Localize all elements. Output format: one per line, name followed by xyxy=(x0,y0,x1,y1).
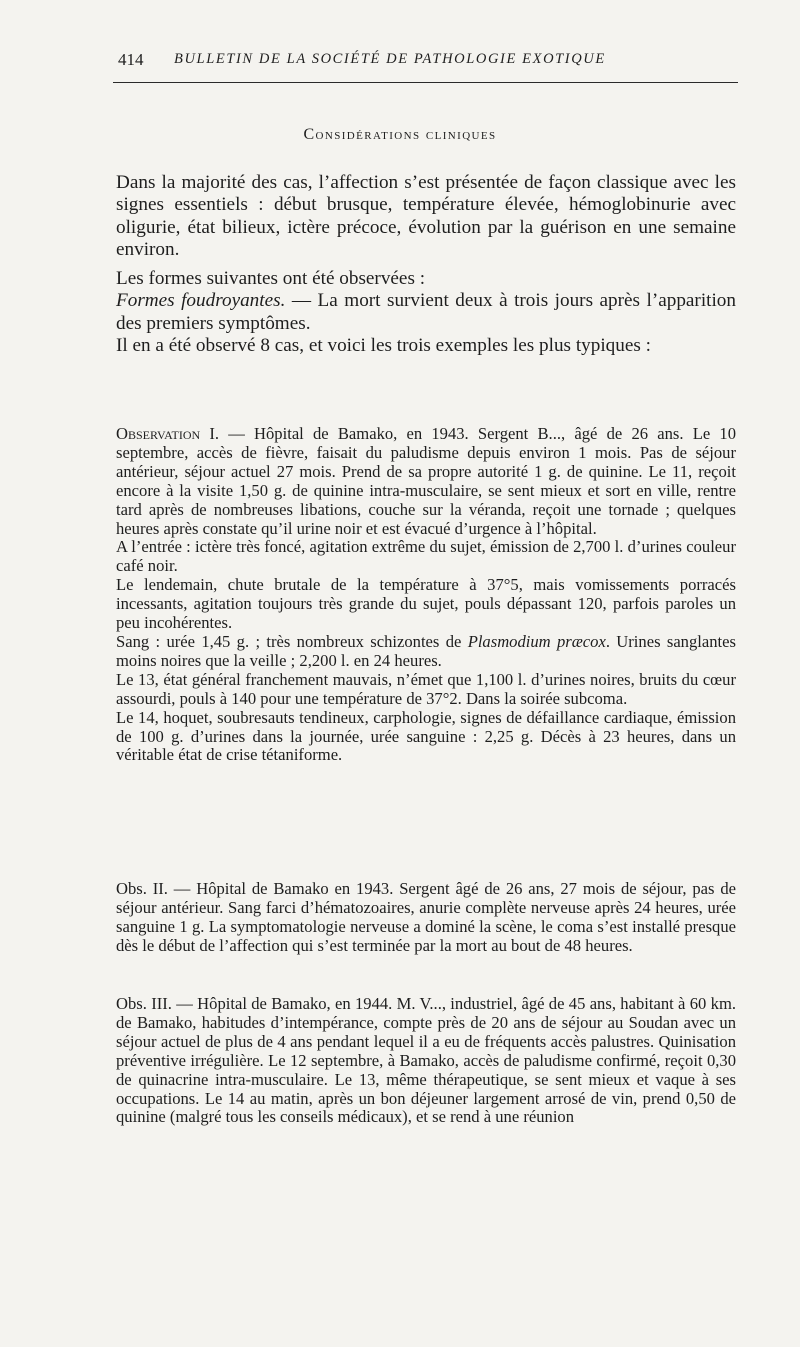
header-rule xyxy=(113,82,738,83)
intro-paragraph-4: Il en a été observé 8 cas, et voici les trois exemples les plus typiques : xyxy=(116,335,651,357)
obs1-paragraph-1 xyxy=(116,425,736,538)
obs2-text: — Hôpital de Bamako en 1943. Sergent âgé de 26 ans, 27 mois de séjour, pas de séjour antérieur. Sang farci d’hématozoaires, anurie complète nerveuse après 24 heures, urée sanguine 1 g. La symptomatologie nerveuse a dominé la scène, le coma s’est installé presque dès le début de l’affection qui s’est terminée par la mort au bout de 48 heures. xyxy=(116,879,736,955)
obs1-label: Observation I. xyxy=(116,424,220,443)
obs1-paragraph-2: A l’entrée : ictère très foncé, agitation extrême du sujet, émission de 2,700 l. d’urines couleur café noir. xyxy=(116,537,736,576)
obs1-paragraph-5: Le 13, état général franchement mauvais, n’émet que 1,100 l. d’urines noires, bruits du cœur assourdi, pouls à 140 pour une température de 37°2. Dans la soirée subcoma. xyxy=(116,669,736,708)
obs2-label: Obs. II. xyxy=(116,879,168,898)
page-number: 414 xyxy=(118,50,144,69)
obs2-paragraph xyxy=(116,880,736,956)
obs3-paragraph xyxy=(116,995,736,1127)
intro-paragraph-2: Les formes suivantes ont été observées : xyxy=(116,268,426,289)
section-title: Considérations cliniques xyxy=(303,126,497,143)
obs1-paragraph-4 xyxy=(116,633,736,671)
page-header xyxy=(118,50,738,76)
intro-block-2 xyxy=(116,268,736,358)
obs3-label: Obs. III. xyxy=(116,994,172,1013)
obs3-text: — Hôpital de Bamako, en 1944. M. V..., industriel, âgé de 45 ans, habitant à 60 km. de Bamako, habitudes d’intempérance, compte près de 20 ans de séjour au Soudan avec un séjour actuel de plus de 4 ans pendant lequel il a eu de fréquents accès palustres. Quinisation préventive irrégulière. Le 12 septembre, à Bamako, accès de paludisme confirmé, reçoit 0,30 de quinacrine intra-musculaire. Le 13, même thérapeutique, se sent mieux et vaque à ses occupations. Le 14 au matin, après un bon déjeuner largement arrosé de vin, prend 0,50 de quinine (malgré tous les conseils médicaux), et se rend à une réunion xyxy=(116,994,736,1127)
intro-block xyxy=(116,172,736,262)
obs1-p4-end: . Urines sanglantes moins noires que la veille ; 2,200 l. en 24 heures. xyxy=(116,631,736,670)
running-title: BULLETIN DE LA SOCIÉTÉ DE PATHOLOGIE EXOTIQUE xyxy=(174,51,606,67)
obs1-paragraph-6: Le 14, hoquet, soubresauts tendineux, carphologie, signes de défaillance cardiaque, émission de 100 g. d’urines dans la journée, urée sanguine : 2,25 g. Décès à 23 heures, dans un véritable état de crise tétaniforme. xyxy=(116,707,736,765)
forms-text: — La mort survient deux à trois jours après l’apparition des premiers symptômes. xyxy=(116,290,736,334)
intro-paragraph-1: Dans la majorité des cas, l’affection s’est présentée de façon classique avec les signes essentiels : début brusque, température élevée, hémoglobinurie avec oligurie, état bilieux, ictère précoce, évolution par la guérison en une semaine environ. xyxy=(116,172,736,261)
forms-label: Formes foudroyantes. xyxy=(116,290,286,312)
observation-3 xyxy=(116,995,736,1127)
obs1-p4-start: Sang : urée 1,45 g. ; très nombreux schizontes de xyxy=(116,631,468,651)
observation-2 xyxy=(116,880,736,956)
obs1-paragraph-3: Le lendemain, chute brutale de la température à 37°5, mais vomissements porracés incessants, agitation toujours très grande du sujet, pouls dépassant 120, parfois paroles un peu incohérentes. xyxy=(116,575,736,633)
obs1-species: Plasmodium præcox xyxy=(467,631,606,651)
intro-paragraph-3 xyxy=(116,290,736,335)
observation-1 xyxy=(116,425,736,765)
obs1-text: — Hôpital de Bamako, en 1943. Sergent B..., âgé de 26 ans. Le 10 septembre, accès de fièvre, faisait du paludisme depuis environ 1 mois. Pas de séjour antérieur, séjour actuel 27 mois. Prend de sa propre autorité 1 g. de quinine. Le 11, reçoit encore à la visite 1,50 g. de quinine intra-musculaire, se sent mieux et sort en ville, rentre tard après de nombreuses libations, couche sur la véranda, reçoit une tornade ; quelques heures après constate qu’il urine noir et est évacué d’urgence à l’hôpital. xyxy=(116,424,736,538)
